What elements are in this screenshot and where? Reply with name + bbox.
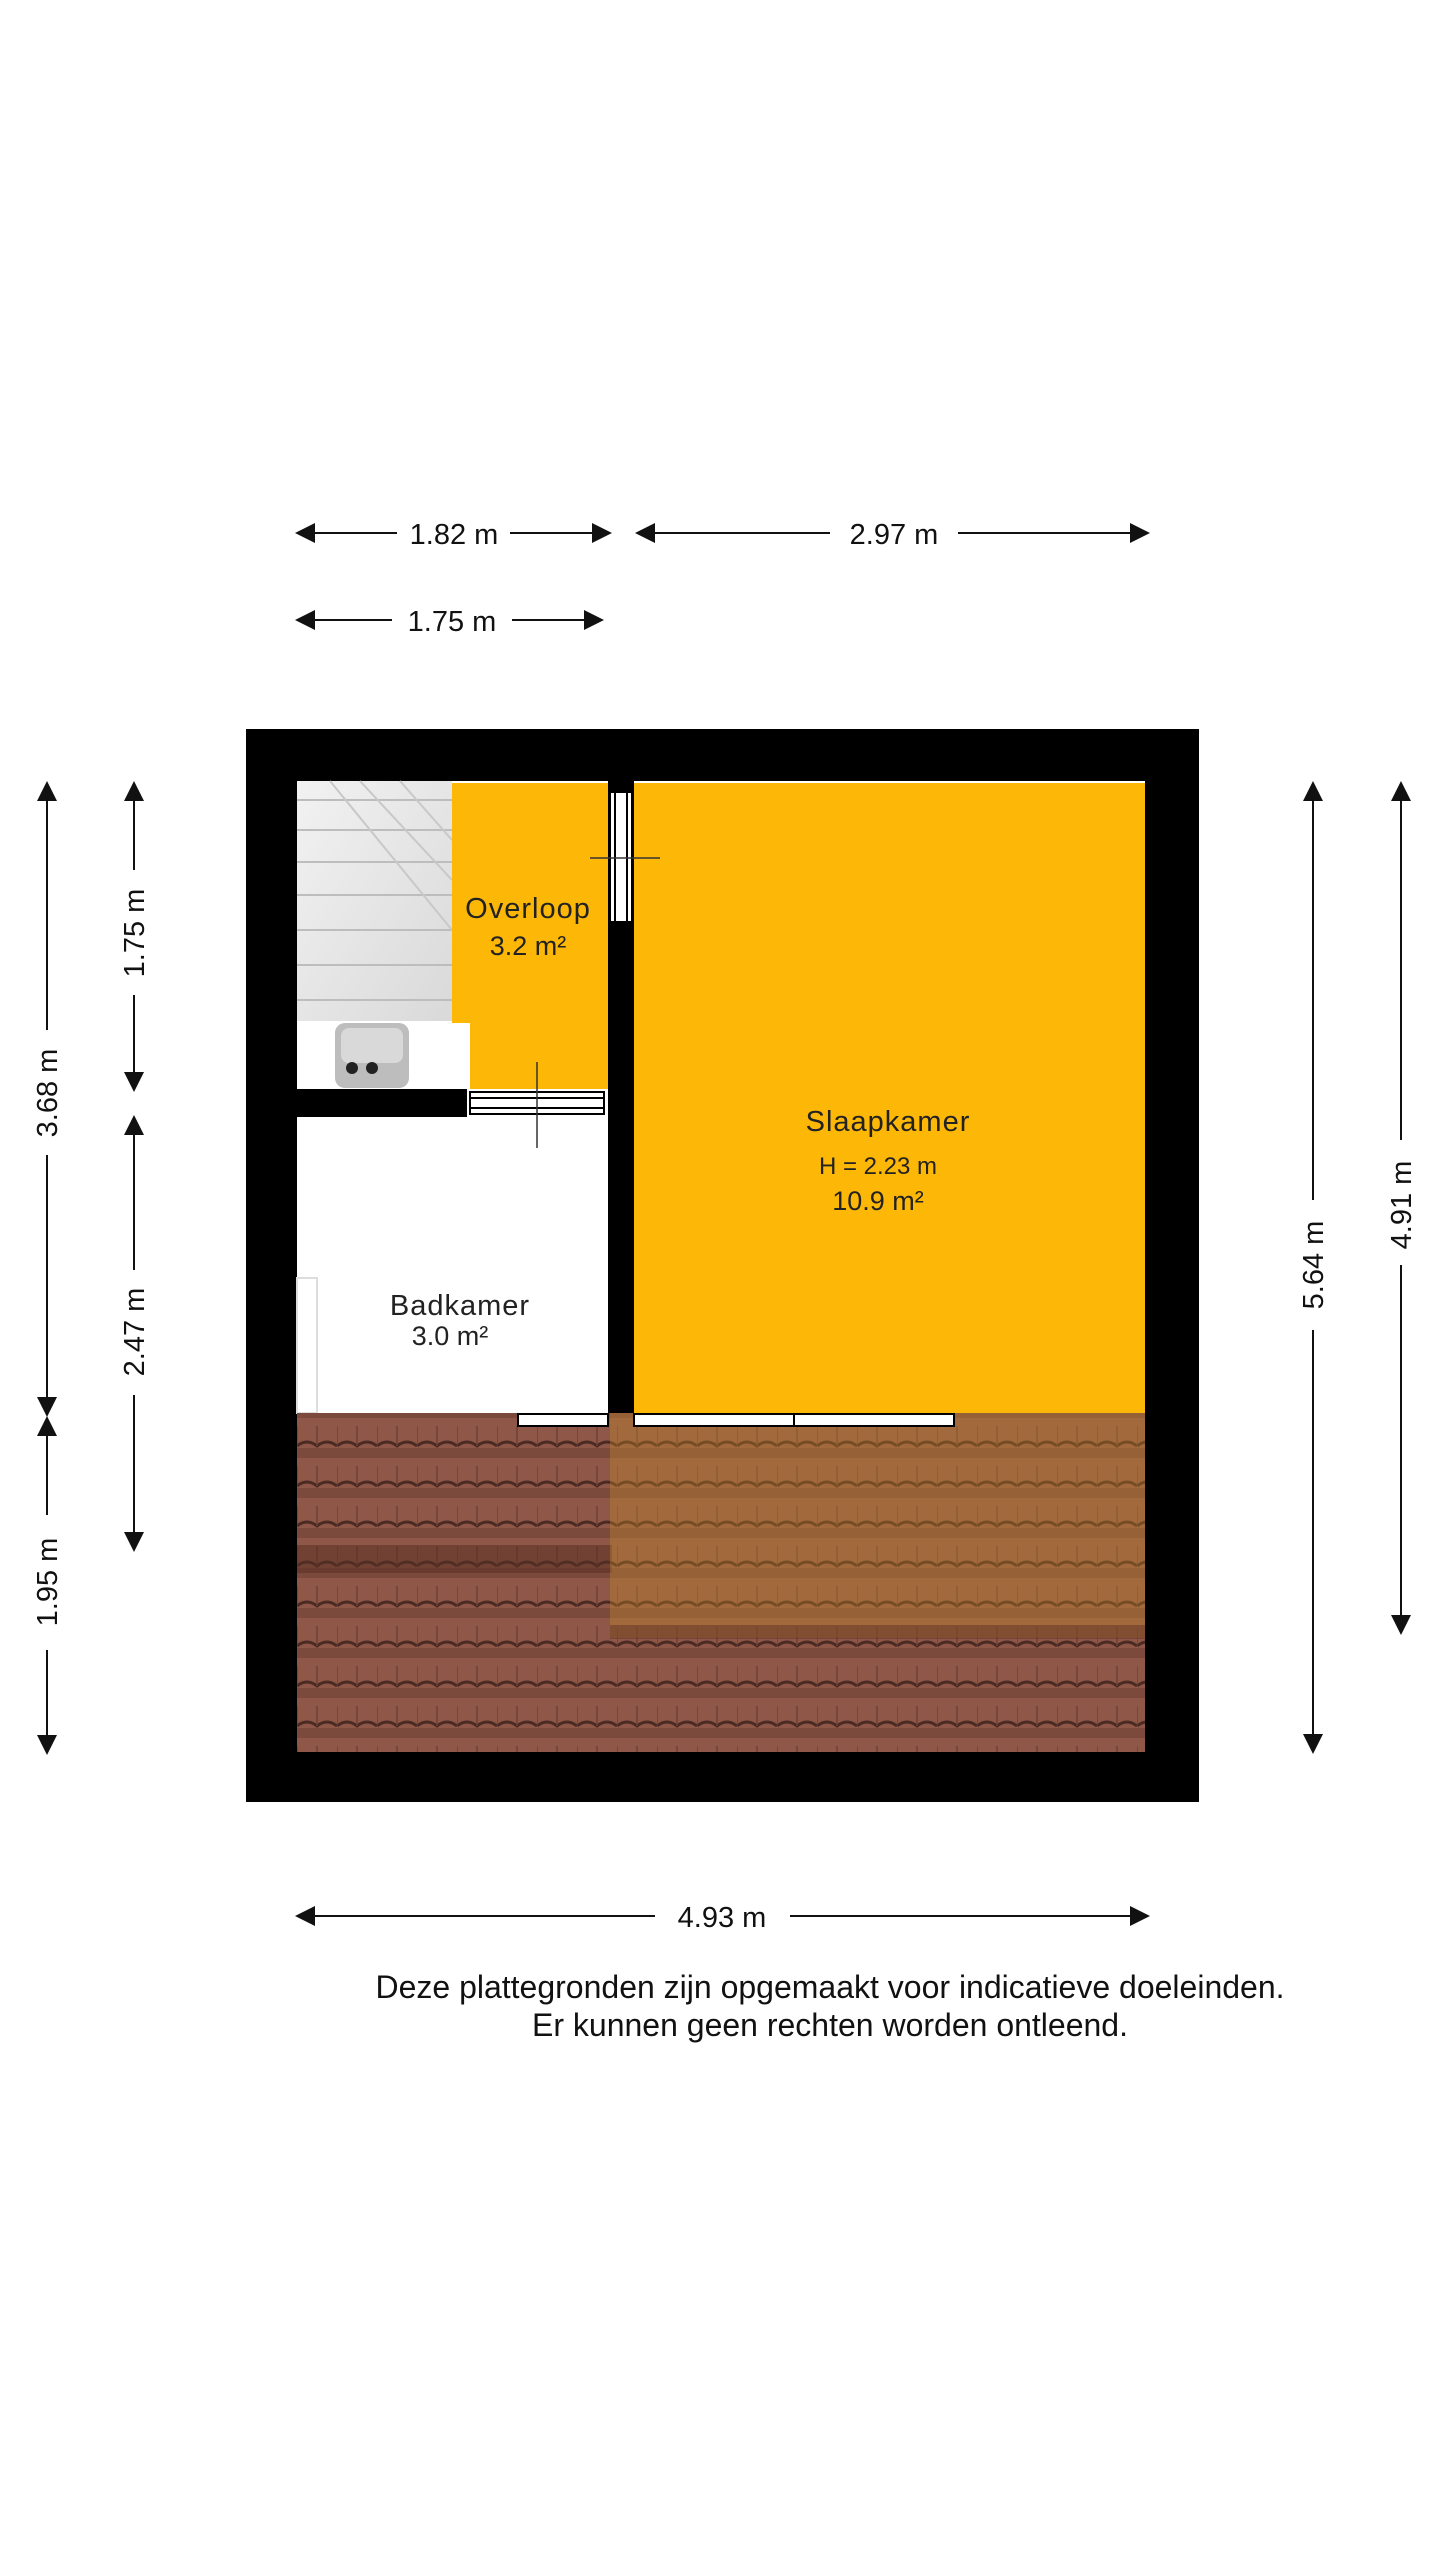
- roof-ridge-shadow: [297, 1545, 612, 1573]
- dim-left-inner-upper: 1.75 m: [119, 888, 151, 978]
- window-badkamer: [518, 1414, 608, 1426]
- wall-horizontal-badkamer: [297, 1089, 467, 1117]
- window-slaapkamer: [634, 1414, 954, 1426]
- disclaimer: [0, 1968, 1440, 2044]
- room-label-badkamer: Badkamer: [389, 1290, 531, 1322]
- dim-left-inner-lower: 2.47 m: [119, 1287, 151, 1377]
- roof-overlay-slaapkamer: [610, 1413, 1145, 1638]
- room-height-slaapkamer: H = 2.23 m: [818, 1153, 938, 1180]
- toilet-icon: [335, 1023, 409, 1088]
- disclaimer-line-1: Deze plattegronden zijn opgemaakt voor indicatieve doeleinden.: [375, 1969, 1285, 2005]
- room-slaapkamer: [634, 783, 1145, 1413]
- roof-overlay-edge: [610, 1625, 1145, 1639]
- room-area-overloop: 3.2 m²: [489, 931, 567, 961]
- dim-top-left: 1.82 m: [409, 519, 499, 551]
- dim-top-second: 1.75 m: [407, 606, 497, 638]
- dim-right-inner: 5.64 m: [1298, 1220, 1330, 1310]
- bath-fixture: [297, 1278, 317, 1413]
- room-area-badkamer: 3.0 m²: [411, 1321, 489, 1351]
- room-area-slaapkamer: 10.9 m²: [832, 1186, 924, 1216]
- staircase: [297, 781, 452, 1021]
- disclaimer-line-2: Er kunnen geen rechten worden ontleend.: [532, 2007, 1128, 2043]
- dim-left-outer-upper: 3.68 m: [32, 1048, 64, 1138]
- dim-top-right: 2.97 m: [849, 519, 939, 551]
- room-label-slaapkamer: Slaapkamer: [805, 1106, 971, 1138]
- dim-left-outer-lower: 1.95 m: [32, 1537, 64, 1627]
- dim-bottom: 4.93 m: [677, 1902, 767, 1934]
- room-label-overloop: Overloop: [465, 893, 591, 925]
- dim-right-outer: 4.91 m: [1386, 1160, 1418, 1250]
